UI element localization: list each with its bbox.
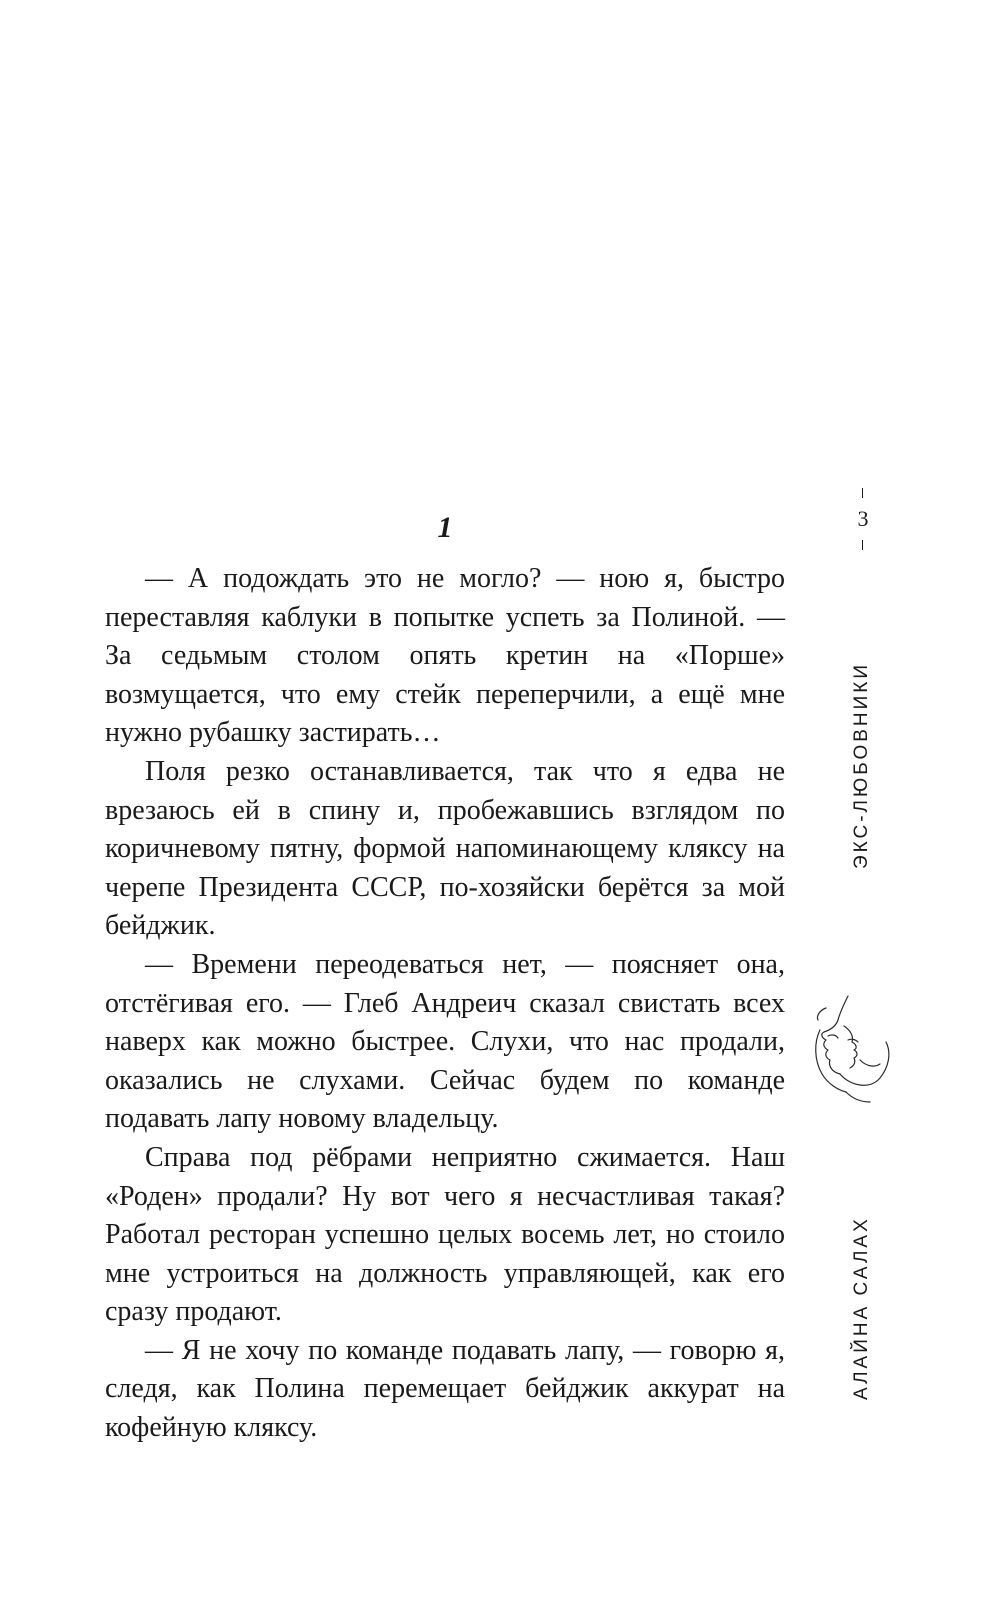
- paragraph: Справа под рёбрами неприятно сжимается. Наш «Роден» продали? Ну вот чего я несчастливая такая? Работал ресторан успешно целых восемь лет, но стоило мне устроиться на должность управляющей, как его сразу продают.: [105, 1141, 785, 1328]
- chapter-body: [105, 560, 785, 1448]
- paragraph: Поля резко останавливается, так что я едва не врезаюсь ей в спину и, пробежавшись взглядом по коричневому пятну, формой напоминающему кляксу на черепе Президента СССР, по-хозяйски берётся за мой бейджик.: [105, 755, 785, 942]
- chapter-number: 1: [437, 511, 453, 544]
- paragraph: — Я не хочу по команде подавать лапу, — говорю я, следя, как Полина перемещает бейджик аккурат на кофейную кляксу.: [105, 1334, 785, 1444]
- paragraph: — А подождать это не могло? — ною я, быстро переставляя каблуки в попытке успеть за Полиной. — За седьмым столом опять кретин на «Порше» возмущается, что ему стейк переперчили, а ещё мне нужно рубашку застирать…: [105, 563, 785, 749]
- running-title-author: АЛАЙНА САЛАХ: [851, 1216, 872, 1400]
- paragraph: — Времени переодеваться нет, — поясняет она, отстёгивая его. — Глеб Андреич сказал свистать всех наверх как можно быстрее. Слухи, что нас продали, оказались не слухами. Сейчас будем по команде подавать лапу новому владельцу.: [105, 948, 785, 1135]
- running-title-book: ЭКС-ЛЮБОВНИКИ: [851, 661, 872, 869]
- kissing-faces-line-art-icon: [800, 990, 900, 1110]
- page-number: 3: [851, 500, 875, 542]
